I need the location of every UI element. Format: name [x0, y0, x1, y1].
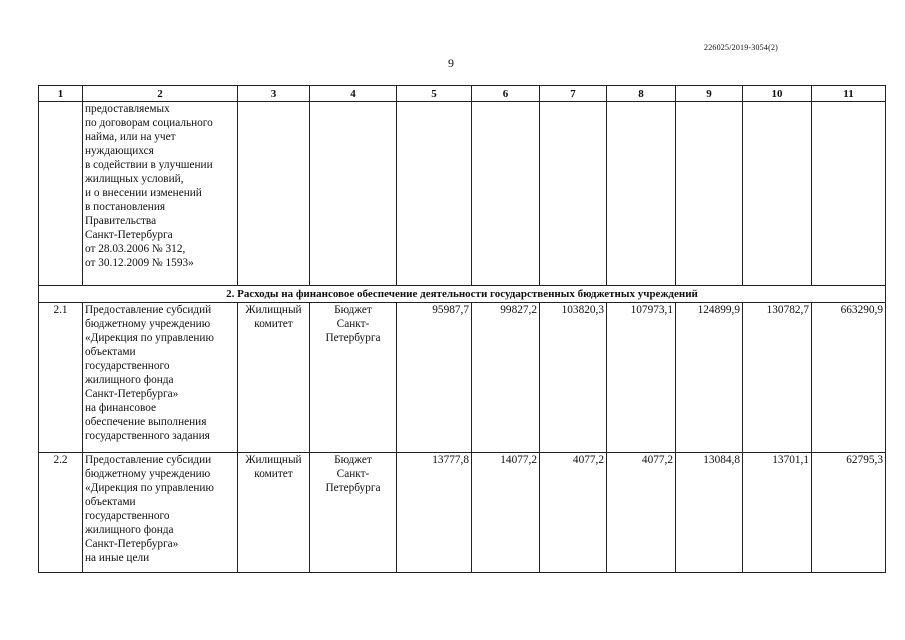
col-header: 11 — [812, 86, 886, 102]
row-number: 2.1 — [39, 303, 83, 453]
col-header: 1 — [39, 86, 83, 102]
measure-name: Предоставление субсидий бюджетному учреждению «Дирекция по управлению объектами государственного жилищного фонда Санкт-Петербурга» на финансовое обеспечение выполнения государственного задания — [83, 303, 238, 453]
section-title: 2. Расходы на финансовое обеспечение деятельности государственных бюджетных учреждений — [39, 286, 886, 303]
col-header: 4 — [310, 86, 397, 102]
empty-cell — [238, 102, 310, 286]
empty-cell — [607, 102, 676, 286]
empty-cell — [812, 102, 886, 286]
measure-name: Предоставление субсидии бюджетному учреждению «Дирекция по управлению объектами государственного жилищного фонда Санкт-Петербурга» на иные цели — [83, 453, 238, 573]
value-col5: 13777,8 — [397, 453, 472, 573]
empty-cell — [676, 102, 743, 286]
value-col8: 107973,1 — [607, 303, 676, 453]
col-header: 3 — [238, 86, 310, 102]
continuation-text: предоставляемых по договорам социального найма, или на учет нуждающихся в содействии в улучшении жилищных условий, и о внесении изменений в постановления Правительства Санкт-Петербурга от 28.03.2006 № 312, от 30.12.2009 № 1593» — [83, 102, 238, 286]
value-col9: 124899,9 — [676, 303, 743, 453]
column-number-row — [39, 86, 886, 102]
section-row — [39, 286, 886, 303]
empty-cell — [540, 102, 607, 286]
document-code: 226025/2019-3054(2) — [704, 43, 779, 52]
col-header: 6 — [472, 86, 540, 102]
value-col10: 13701,1 — [743, 453, 812, 573]
value-col6: 14077,2 — [472, 453, 540, 573]
col-header: 2 — [83, 86, 238, 102]
empty-cell — [472, 102, 540, 286]
continuation-row — [39, 102, 886, 286]
col-header: 7 — [540, 86, 607, 102]
table-row — [39, 303, 886, 453]
value-col7: 4077,2 — [540, 453, 607, 573]
col-header: 10 — [743, 86, 812, 102]
budget-table — [38, 85, 886, 573]
col-header: 5 — [397, 86, 472, 102]
funding-source: Бюджет Санкт- Петербурга — [310, 453, 397, 573]
empty-cell — [310, 102, 397, 286]
executor: Жилищный комитет — [238, 303, 310, 453]
value-col9: 13084,8 — [676, 453, 743, 573]
col-header: 9 — [676, 86, 743, 102]
empty-cell — [743, 102, 812, 286]
executor: Жилищный комитет — [238, 453, 310, 573]
col-header: 8 — [607, 86, 676, 102]
value-col11: 62795,3 — [812, 453, 886, 573]
value-col6: 99827,2 — [472, 303, 540, 453]
value-col5: 95987,7 — [397, 303, 472, 453]
table-row — [39, 453, 886, 573]
value-col11: 663290,9 — [812, 303, 886, 453]
empty-cell — [39, 102, 83, 286]
row-number: 2.2 — [39, 453, 83, 573]
empty-cell — [397, 102, 472, 286]
value-col10: 130782,7 — [743, 303, 812, 453]
page-number: 9 — [448, 56, 454, 70]
value-col8: 4077,2 — [607, 453, 676, 573]
funding-source: Бюджет Санкт- Петербурга — [310, 303, 397, 453]
value-col7: 103820,3 — [540, 303, 607, 453]
